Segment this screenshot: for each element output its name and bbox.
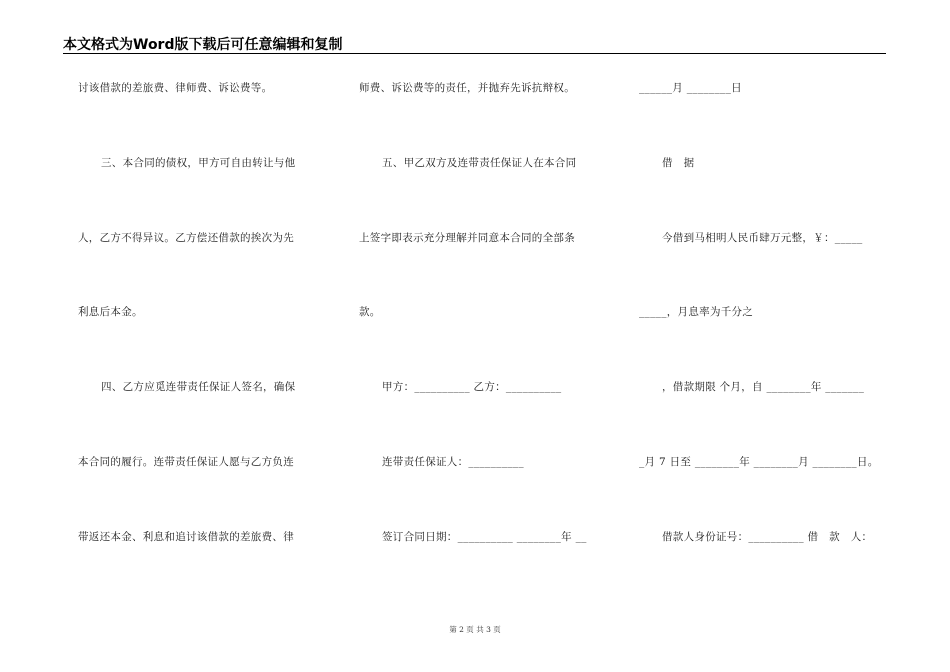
col2-line-1: 师费、诉讼费等的责任，并抛弃先诉抗辩权。	[359, 82, 575, 94]
col1-line-7: 带返还本金、利息和追讨该借款的差旅费、律	[78, 531, 294, 543]
col2-line-2: 五、甲乙双方及连带责任保证人在本合同	[382, 157, 577, 169]
col1-line-4: 利息后本金。	[78, 306, 143, 318]
document-header-title: 本文格式为Word版下载后可任意编辑和复制	[63, 37, 343, 53]
page-number-footer: 第 2 页 共 3 页	[449, 625, 501, 634]
col2-line-3: 上签字即表示充分理解并同意本合同的全部条	[359, 232, 575, 244]
col3-line-4: _____，月息率为千分之	[639, 306, 754, 318]
col2-line-6: 连带责任保证人：__________	[382, 456, 524, 468]
col3-line-5: ，借款期限 个月，自 ________年 _______	[662, 381, 865, 393]
col3-line-2: 借 据	[662, 157, 695, 169]
col3-line-7: 借款人身份证号：__________ 借 款 人：	[662, 531, 873, 543]
col2-line-4: 款。	[359, 306, 381, 318]
col1-line-3: 人，乙方不得异议。乙方偿还借款的挨次为先	[78, 232, 294, 244]
col3-line-1: ______月 ________日	[639, 82, 742, 94]
col3-line-6: _月 7 日至 ________年 ________月 ________日。	[639, 456, 879, 468]
col1-line-6: 本合同的履行。连带责任保证人愿与乙方负连	[78, 456, 294, 468]
col1-line-1: 讨该借款的差旅费、律师费、诉讼费等。	[78, 82, 273, 94]
col3-line-3: 今借到马相明人民币肆万元整，￥：_____	[662, 232, 863, 244]
col2-line-7: 签订合同日期：__________ ________年 __	[382, 531, 587, 543]
col1-line-2: 三、本合同的债权，甲方可自由转让与他	[101, 157, 296, 169]
col1-line-5: 四、乙方应觅连带责任保证人签名，确保	[101, 381, 296, 393]
col2-line-5: 甲方：__________ 乙方：__________	[382, 381, 562, 393]
header-divider	[63, 53, 886, 54]
